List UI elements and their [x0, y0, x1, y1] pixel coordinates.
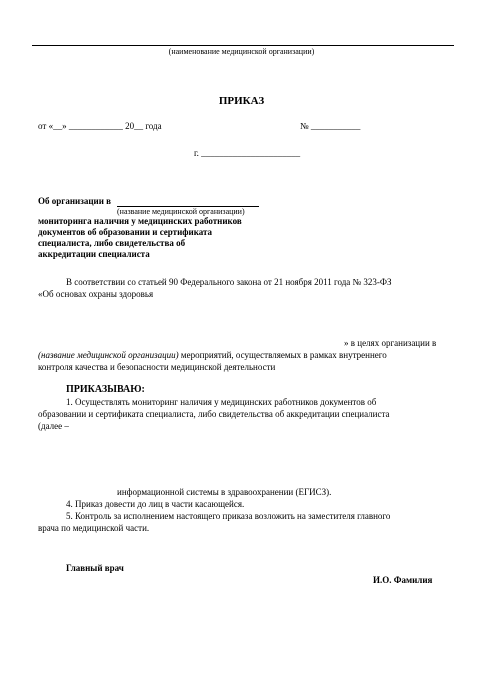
- subject-line-3: документов об образовании и сертификата: [38, 227, 213, 237]
- item-1-line-3: (далее –: [38, 421, 69, 431]
- preamble-line-4-rest: мероприятий, осуществляемых в рамках внутреннего: [178, 350, 387, 360]
- item-5-line-2: врача по медицинской части.: [38, 523, 150, 533]
- order-number-field: № ___________: [300, 121, 361, 131]
- item-4: 4. Приказ довести до лиц в части касающейся.: [66, 499, 245, 509]
- item-1-line-2: образовании и сертификата специалиста, либо свидетельства об аккредитации специалиста: [38, 409, 390, 419]
- preamble-line-2: «Об основах охраны здоровья: [38, 289, 154, 299]
- org-name-caption: (наименование медицинской организации): [168, 47, 315, 56]
- signature-name: И.О. Фамилия: [373, 575, 433, 585]
- preamble-line-1: В соответствии со статьей 90 Федерального закона от 21 ноября 2011 года № 323-ФЗ: [66, 277, 392, 287]
- subject-line-1: Об организации в: [38, 196, 111, 206]
- date-field: от «__» ____________ 20__ года: [38, 121, 162, 131]
- subject-line-5: аккредитации специалиста: [38, 249, 150, 259]
- subject-line-4: специалиста, либо свидетельства об: [38, 238, 186, 248]
- city-field: г. ______________________: [194, 148, 301, 158]
- signature-position: Главный врач: [66, 563, 124, 573]
- preamble-line-4: [38, 350, 387, 361]
- egisz-line: информационной системы в здравоохранении (ЕГИСЗ).: [117, 487, 332, 497]
- item-5-line-1: 5. Контроль за исполнением настоящего приказа возложить на заместителя главного: [66, 511, 391, 521]
- org-name-line: [32, 45, 454, 46]
- preamble-line-5: контроля качества и безопасности медицинской деятельности: [38, 362, 276, 372]
- order-word: ПРИКАЗЫВАЮ:: [66, 384, 145, 395]
- preamble-org-placeholder: (название медицинской организации): [38, 350, 179, 360]
- subject-line-2: мониторинга наличия у медицинских работников: [38, 216, 242, 226]
- subject-org-caption: (название медицинской организации): [117, 207, 245, 216]
- document-title: ПРИКАЗ: [218, 95, 265, 107]
- item-1-line-1: 1. Осуществлять мониторинг наличия у медицинских работников документов об: [66, 397, 377, 407]
- preamble-line-3: » в целях организации в: [344, 338, 437, 348]
